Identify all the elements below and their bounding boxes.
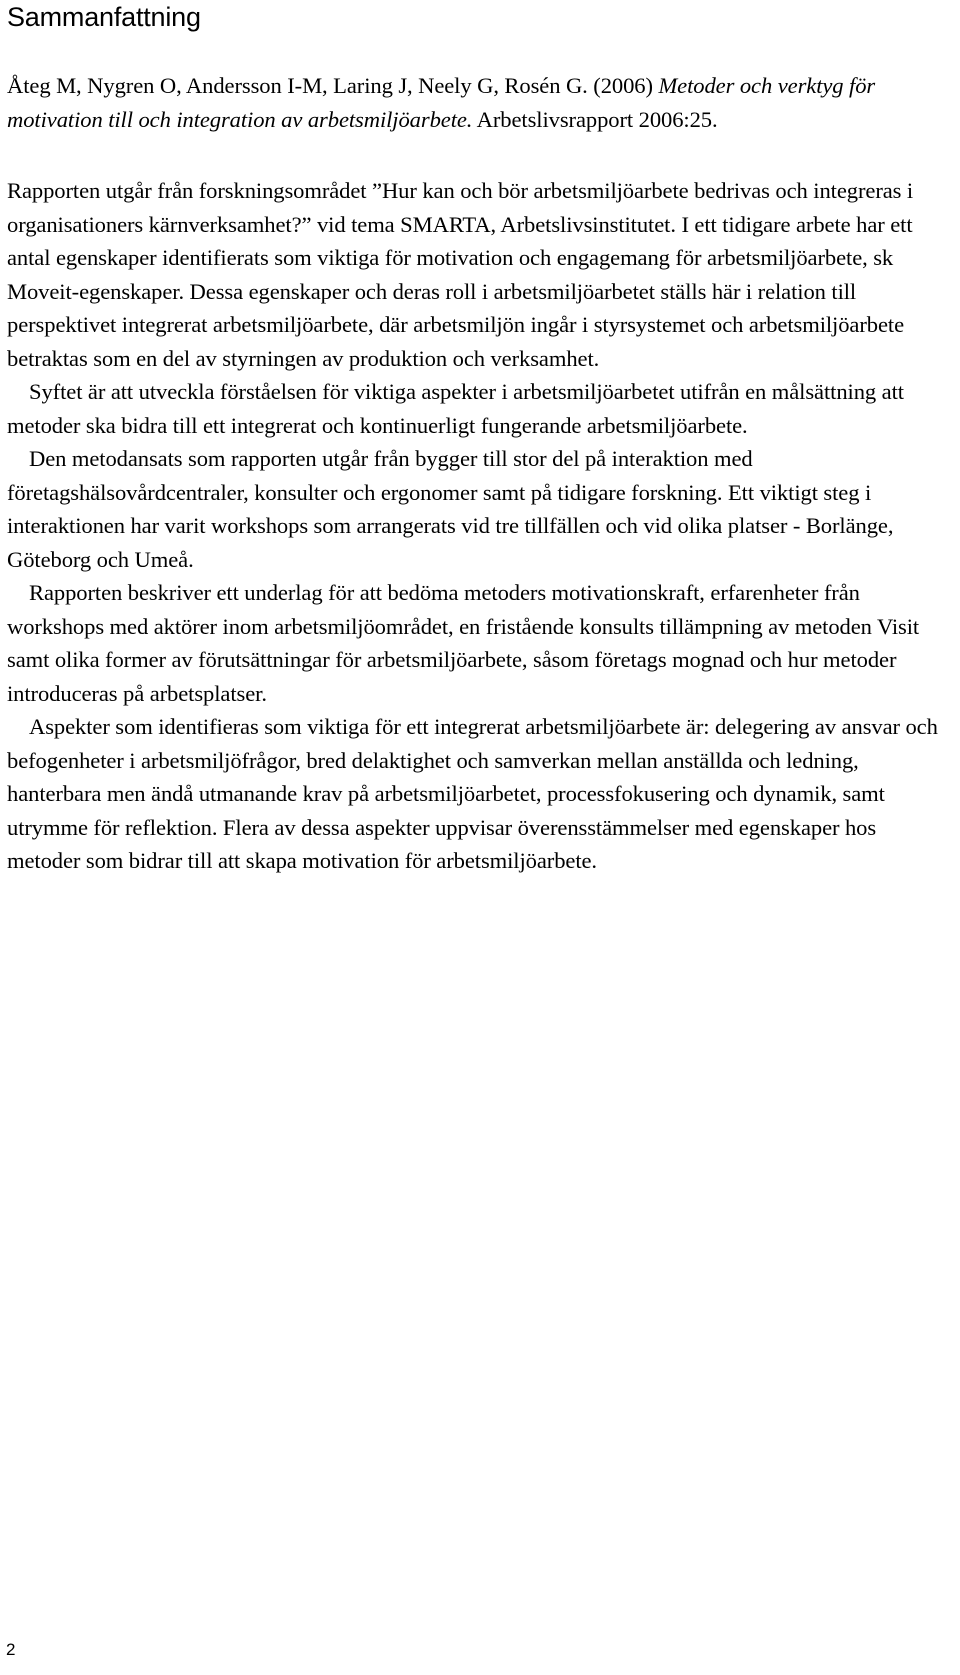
paragraph-method: Den metodansats som rapporten utgår från bygger till stor del på interaktion med företagshälsovårdcentraler, konsulter och ergonomer samt på tidigare forskning. Ett viktigt steg i interaktionen har varit workshops som arrangerats vid tre tillfällen och vid olika platser - Borlänge, Göteborg och Umeå. xyxy=(7,446,894,572)
citation-series: Arbetslivsrapport 2006:25. xyxy=(472,106,718,132)
page-number: 2 xyxy=(6,1640,16,1659)
paragraph-purpose: Syftet är att utveckla förståelsen för viktiga aspekter i arbetsmiljöarbetet utifrån en målsättning att metoder ska bidra till ett integrerat och kontinuerligt fungerande arbetsmiljöarbete. xyxy=(7,379,904,438)
citation-authors: Åteg M, Nygren O, Andersson I-M, Laring J, Neely G, Rosén G. (2006) xyxy=(7,73,659,98)
paragraph-conclusions: Aspekter som identifieras som viktiga för ett integrerat arbetsmiljöarbete är: delegering av ansvar och befogenheter i arbetsmiljöfrågor, bred delaktighet och samverkan mellan anställda och ledning, hanterbara men ändå utmanande krav på arbetsmiljöarbetet, processfokusering och dynamik, samt utrymme för reflektion. Flera av dessa aspekter uppvisar överensstämmelser med egenskaper hos metoder som bidrar till att skapa motivation för arbetsmiljöarbete. xyxy=(7,714,938,873)
paragraph-background: Rapporten utgår från forskningsområdet ”Hur kan och bör arbetsmiljöarbete bedrivas och integreras i organisationers kärnverksamhet?” vid tema SMARTA, Arbetslivsinstitutet. I ett tidigare arbete har ett antal egenskaper identifierats som viktiga för motivation och engagemang för arbetsmiljöarbete, sk Moveit-egenskaper. Dessa egenskaper och deras roll i arbetsmiljöarbetet ställs här i relation till perspektivet integrerat arbetsmiljöarbete, där arbetsmiljön ingår i styrsystemet och arbetsmiljöarbete betraktas som en del av styrningen av produktion och verksamhet. xyxy=(7,178,914,371)
paragraph-content: Rapporten beskriver ett underlag för att bedöma metoders motivationskraft, erfarenheter från workshops med aktörer inom arbetsmiljöområdet, en fristående konsults tillämpning av metoden Visit samt olika former av förutsättningar för arbetsmiljöarbete, såsom företags mognad och hur metoder introduceras på arbetsplatser. xyxy=(7,580,920,706)
citation-title: Metoder och verktyg för motivation till och integration av arbetsmiljöarbete. xyxy=(7,73,876,132)
document-page xyxy=(7,0,951,878)
section-heading: Sammanfattning xyxy=(7,2,201,32)
citation xyxy=(7,69,951,136)
